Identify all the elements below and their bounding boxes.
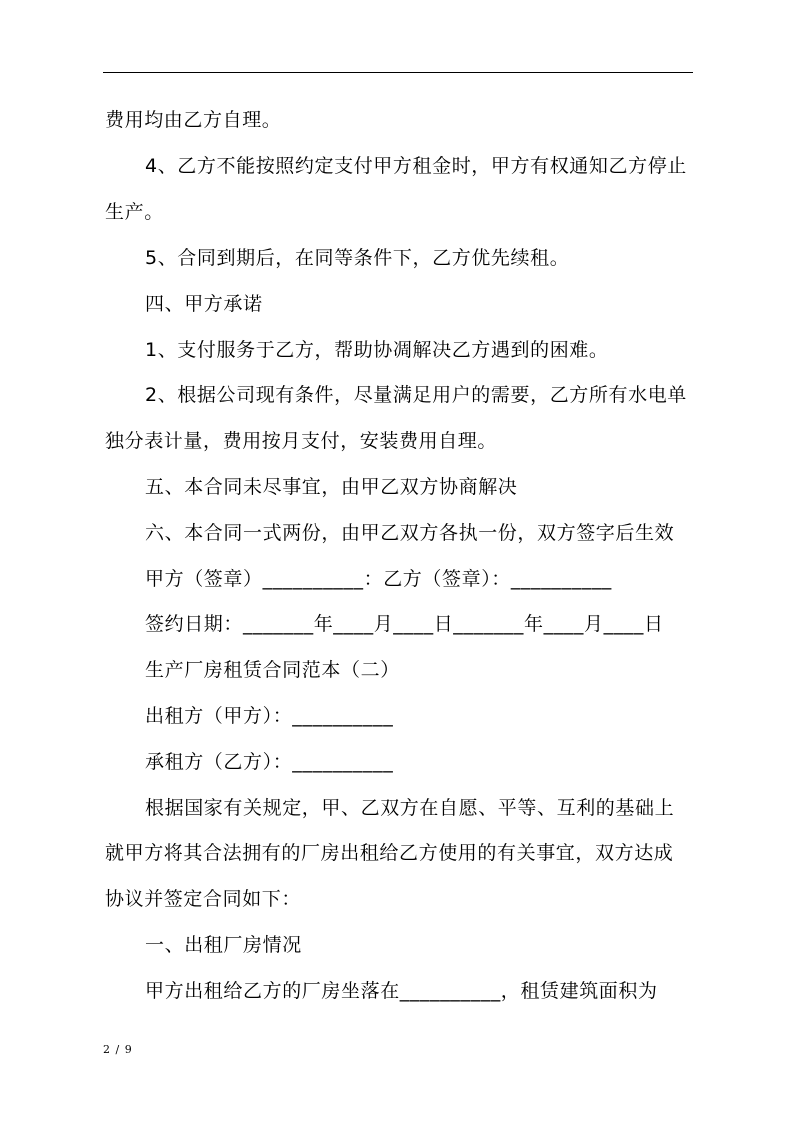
text-line: 就甲方将其合法拥有的厂房出租给乙方使用的有关事宜，双方达成	[105, 842, 674, 864]
signing-date-line: 签约日期：_______年____月____日_______年____月____日	[145, 613, 664, 635]
section-heading: 四、甲方承诺	[145, 293, 263, 315]
text-line: 1、支付服务于乙方，帮助协凋解决乙方遇到的困难。	[145, 339, 609, 361]
text-line: 根据国家有关规定，甲、乙双方在自愿、平等、互利的基础上	[145, 797, 675, 819]
text-line: 生产。	[105, 201, 164, 223]
text-line: 4、乙方不能按照约定支付甲方租金时，甲方有权通知乙方停止	[145, 155, 687, 177]
text-line: 协议并签定合同如下：	[105, 888, 302, 910]
text-line: 2、根据公司现有条件，尽量满足用户的需要，乙方所有水电单	[145, 384, 687, 406]
lessee-line: 承租方（乙方）：__________	[145, 751, 394, 773]
contract-title: 生产厂房租赁合同范本（二）	[145, 659, 400, 681]
section-heading: 五、本合同未尽事宜，由甲乙双方协商解决	[145, 476, 518, 498]
text-line: 5、合同到期后，在同等条件下，乙方优先续租。	[145, 247, 570, 269]
text-line: 费用均由乙方自理。	[105, 109, 282, 131]
section-heading: 六、本合同一式两份，由甲乙双方各执一份，双方签字后生效	[145, 522, 675, 544]
lessor-line: 出租方（甲方）：__________	[145, 705, 394, 727]
text-line: 甲方出租给乙方的厂房坐落在__________，租赁建筑面积为	[145, 980, 658, 1002]
signature-line: 甲方（签章）__________：乙方（签章）：__________	[145, 568, 612, 590]
page-number: 2 / 9	[103, 1043, 133, 1056]
section-heading: 一、出租厂房情况	[145, 934, 302, 956]
header-rule	[103, 72, 693, 73]
text-line: 独分表计量，费用按月支付，安装费用自理。	[105, 430, 498, 452]
